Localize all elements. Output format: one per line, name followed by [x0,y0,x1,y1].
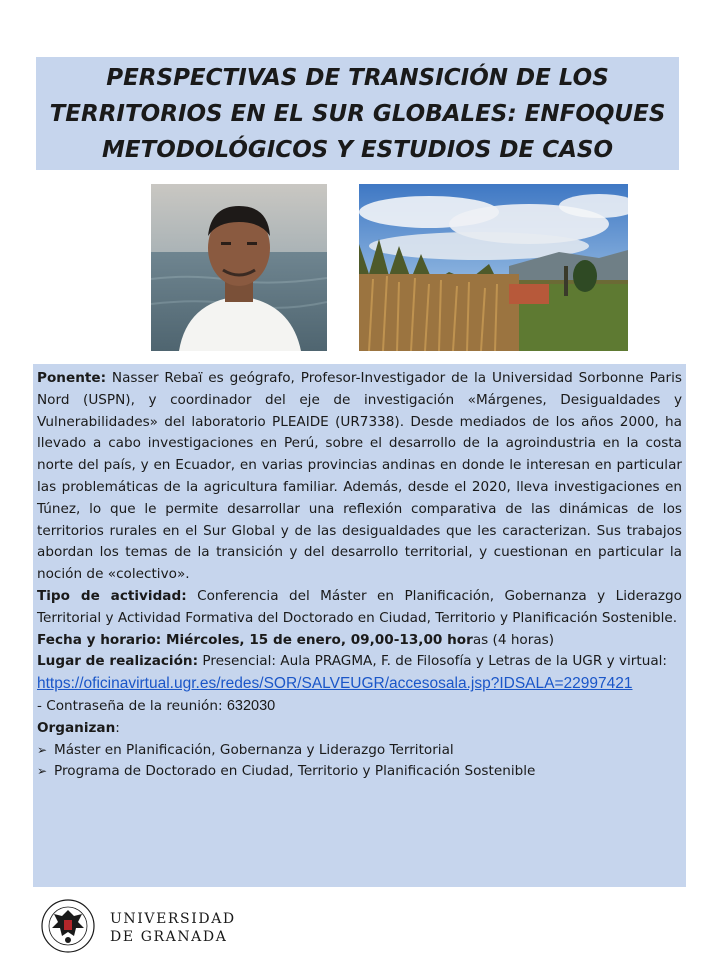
password-paragraph [37,696,682,718]
university-logo [40,898,300,954]
university-name [110,910,236,946]
speaker-paragraph [37,368,682,586]
speaker-photo [151,184,327,351]
title-line-3: METODOLÓGICOS Y ESTUDIOS DE CASO [102,136,613,163]
date-text: as (4 horas) [472,631,555,648]
university-name-line-1: UNIVERSIDAD [110,911,236,927]
arrow-bullet-icon: ➢ [37,764,48,779]
title-line-1: PERSPECTIVAS DE TRANSICIÓN DE LOS [106,64,609,91]
university-name-line-2: DE GRANADA [110,929,228,945]
title-line-2: TERRITORIOS EN EL SUR GLOBALES: ENFOQUES [49,100,666,127]
event-details [33,364,686,887]
organizer-item [37,740,682,762]
title-banner [36,57,679,170]
arrow-bullet-icon: ➢ [37,742,48,757]
password-label: - Contraseña de la reunión: [37,697,227,714]
organizers-label: Organizan [37,719,116,736]
speaker-bio: Nasser Rebaï es geógrafo, Profesor-Investigador de la Universidad Sorbonne Paris Nord (USPN), y coordinador del eje de investigación «Márgenes, Desigualdades y Vulnerabilidades» del laboratorio PLEAIDE (UR7338). Desde mediados de los años 2000, ha llevado a cabo investigaciones en Perú, sobre el desarrollo de la agroindustria en la costa norte del país, y en Ecuador, en varias provincias andinas en donde le interesan en particular las problemáticas de la agricultura familiar. Además, desde el 2020, lleva investigaciones en Túnez, lo que le permite desarrollar una reflexión comparativa de las dinámicas de los territorios rurales en el Sur Global y de las desigualdades que les caracterizan. Sus trabajos abordan los temas de la transición y del desarrollo territorial, y cuestionan en particular la noción de «colectivo». [37,370,682,583]
organizers-colon: : [115,719,120,736]
university-seal-icon [40,898,96,954]
activity-type-text: Conferencia del Máster en Planificación, Gobernanza y Liderazgo Territorial y Actividad Formativa del Doctorado en Ciudad, Territorio y Planificación Sostenible. [37,587,682,626]
date-label: Fecha y horario: Miércoles, 15 de enero, 09,00-13,00 hor [37,631,473,648]
activity-type-label: Tipo de actividad: [37,587,187,604]
speaker-label: Ponente: [37,370,107,386]
date-paragraph [37,630,682,652]
activity-type-paragraph [37,586,682,630]
organizer-name: Programa de Doctorado en Ciudad, Territorio y Planificación Sostenible [54,763,536,780]
organizer-name: Máster en Planificación, Gobernanza y Liderazgo Territorial [54,741,454,758]
event-title [50,60,666,168]
location-label: Lugar de realización: [37,653,199,670]
landscape-photo [359,184,628,351]
password-value: 632030 [226,697,276,714]
meeting-link[interactable]: https://oficinavirtual.ugr.es/redes/SOR/SALVEUGR/accesosala.jsp?IDSALA=22997421 [37,675,633,693]
organizer-item [37,761,682,783]
location-text: Presencial: Aula PRAGMA, F. de Filosofía y Letras de la UGR y virtual: [198,653,668,670]
organizers-heading [37,718,682,740]
meeting-link-paragraph [37,673,682,696]
location-paragraph [37,651,682,673]
